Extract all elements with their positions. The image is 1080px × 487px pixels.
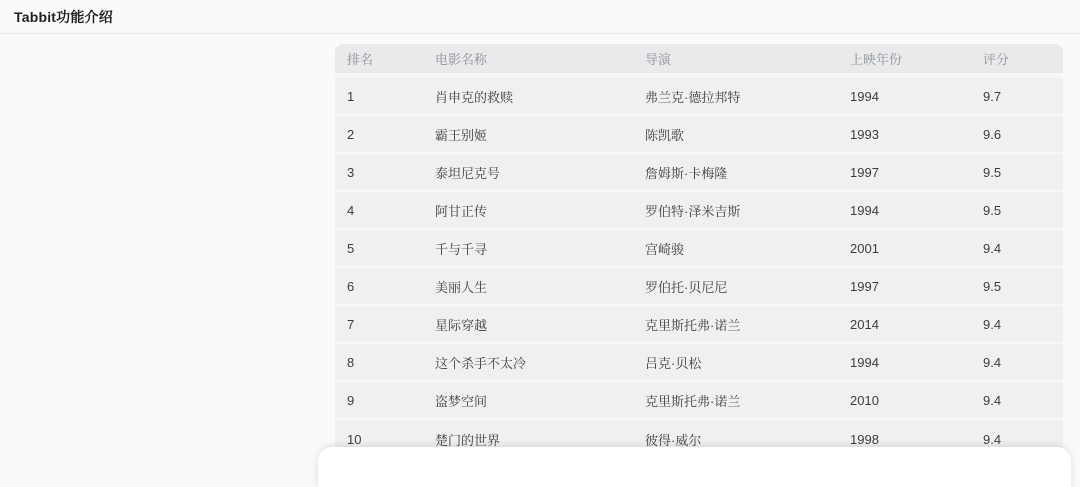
cell-year: 2014 xyxy=(838,306,971,344)
cell-rank: 1 xyxy=(335,78,423,116)
table-header-row xyxy=(335,44,1063,78)
cell-year: 1993 xyxy=(838,116,971,154)
cell-rating: 9.6 xyxy=(971,116,1063,154)
cell-rank: 10 xyxy=(335,420,423,458)
cell-movie: 霸王别姬 xyxy=(423,116,633,154)
cell-rating: 9.4 xyxy=(971,306,1063,344)
cell-rating: 9.5 xyxy=(971,154,1063,192)
page-title: Tabbit功能介绍 xyxy=(14,9,113,25)
cell-rank: 9 xyxy=(335,382,423,420)
table-row xyxy=(335,344,1063,382)
cell-year: 1994 xyxy=(838,344,971,382)
table-row xyxy=(335,268,1063,306)
cell-director: 弗兰克·德拉邦特 xyxy=(633,78,838,116)
cell-year: 1994 xyxy=(838,192,971,230)
column-header-rank: 排名 xyxy=(335,44,423,78)
table-body xyxy=(335,78,1063,458)
cell-year: 1997 xyxy=(838,154,971,192)
cell-director: 陈凯歌 xyxy=(633,116,838,154)
column-header-year: 上映年份 xyxy=(838,44,971,78)
bottom-sheet-card xyxy=(318,447,1071,487)
cell-movie: 肖申克的救赎 xyxy=(423,78,633,116)
cell-year: 1994 xyxy=(838,78,971,116)
cell-movie: 美丽人生 xyxy=(423,268,633,306)
cell-director: 罗伯特·泽米吉斯 xyxy=(633,192,838,230)
table-row xyxy=(335,192,1063,230)
cell-director: 罗伯托·贝尼尼 xyxy=(633,268,838,306)
cell-rank: 2 xyxy=(335,116,423,154)
cell-movie: 阿甘正传 xyxy=(423,192,633,230)
cell-movie: 星际穿越 xyxy=(423,306,633,344)
cell-rank: 8 xyxy=(335,344,423,382)
cell-movie: 楚门的世界 xyxy=(423,420,633,458)
cell-director: 吕克·贝松 xyxy=(633,344,838,382)
cell-year: 2010 xyxy=(838,382,971,420)
cell-year: 1998 xyxy=(838,420,971,458)
column-header-rating: 评分 xyxy=(971,44,1063,78)
table-row xyxy=(335,116,1063,154)
cell-rank: 3 xyxy=(335,154,423,192)
cell-rating: 9.4 xyxy=(971,344,1063,382)
header-divider xyxy=(0,33,1080,34)
cell-rank: 7 xyxy=(335,306,423,344)
table-row xyxy=(335,78,1063,116)
cell-movie: 盗梦空间 xyxy=(423,382,633,420)
cell-movie: 千与千寻 xyxy=(423,230,633,268)
cell-movie: 泰坦尼克号 xyxy=(423,154,633,192)
cell-rating: 9.4 xyxy=(971,382,1063,420)
cell-rank: 4 xyxy=(335,192,423,230)
cell-rating: 9.7 xyxy=(971,78,1063,116)
cell-rating: 9.4 xyxy=(971,230,1063,268)
movies-table xyxy=(335,44,1063,458)
column-header-director: 导演 xyxy=(633,44,838,78)
cell-rating: 9.4 xyxy=(971,420,1063,458)
cell-rank: 6 xyxy=(335,268,423,306)
column-header-movie: 电影名称 xyxy=(423,44,633,78)
cell-movie: 这个杀手不太冷 xyxy=(423,344,633,382)
cell-director: 克里斯托弗·诺兰 xyxy=(633,382,838,420)
cell-rating: 9.5 xyxy=(971,268,1063,306)
cell-rank: 5 xyxy=(335,230,423,268)
cell-director: 宫崎骏 xyxy=(633,230,838,268)
table-row xyxy=(335,382,1063,420)
cell-director: 詹姆斯·卡梅隆 xyxy=(633,154,838,192)
table-row xyxy=(335,306,1063,344)
cell-director: 彼得·威尔 xyxy=(633,420,838,458)
cell-director: 克里斯托弗·诺兰 xyxy=(633,306,838,344)
cell-rating: 9.5 xyxy=(971,192,1063,230)
table-row xyxy=(335,230,1063,268)
table-row xyxy=(335,154,1063,192)
cell-year: 2001 xyxy=(838,230,971,268)
cell-year: 1997 xyxy=(838,268,971,306)
